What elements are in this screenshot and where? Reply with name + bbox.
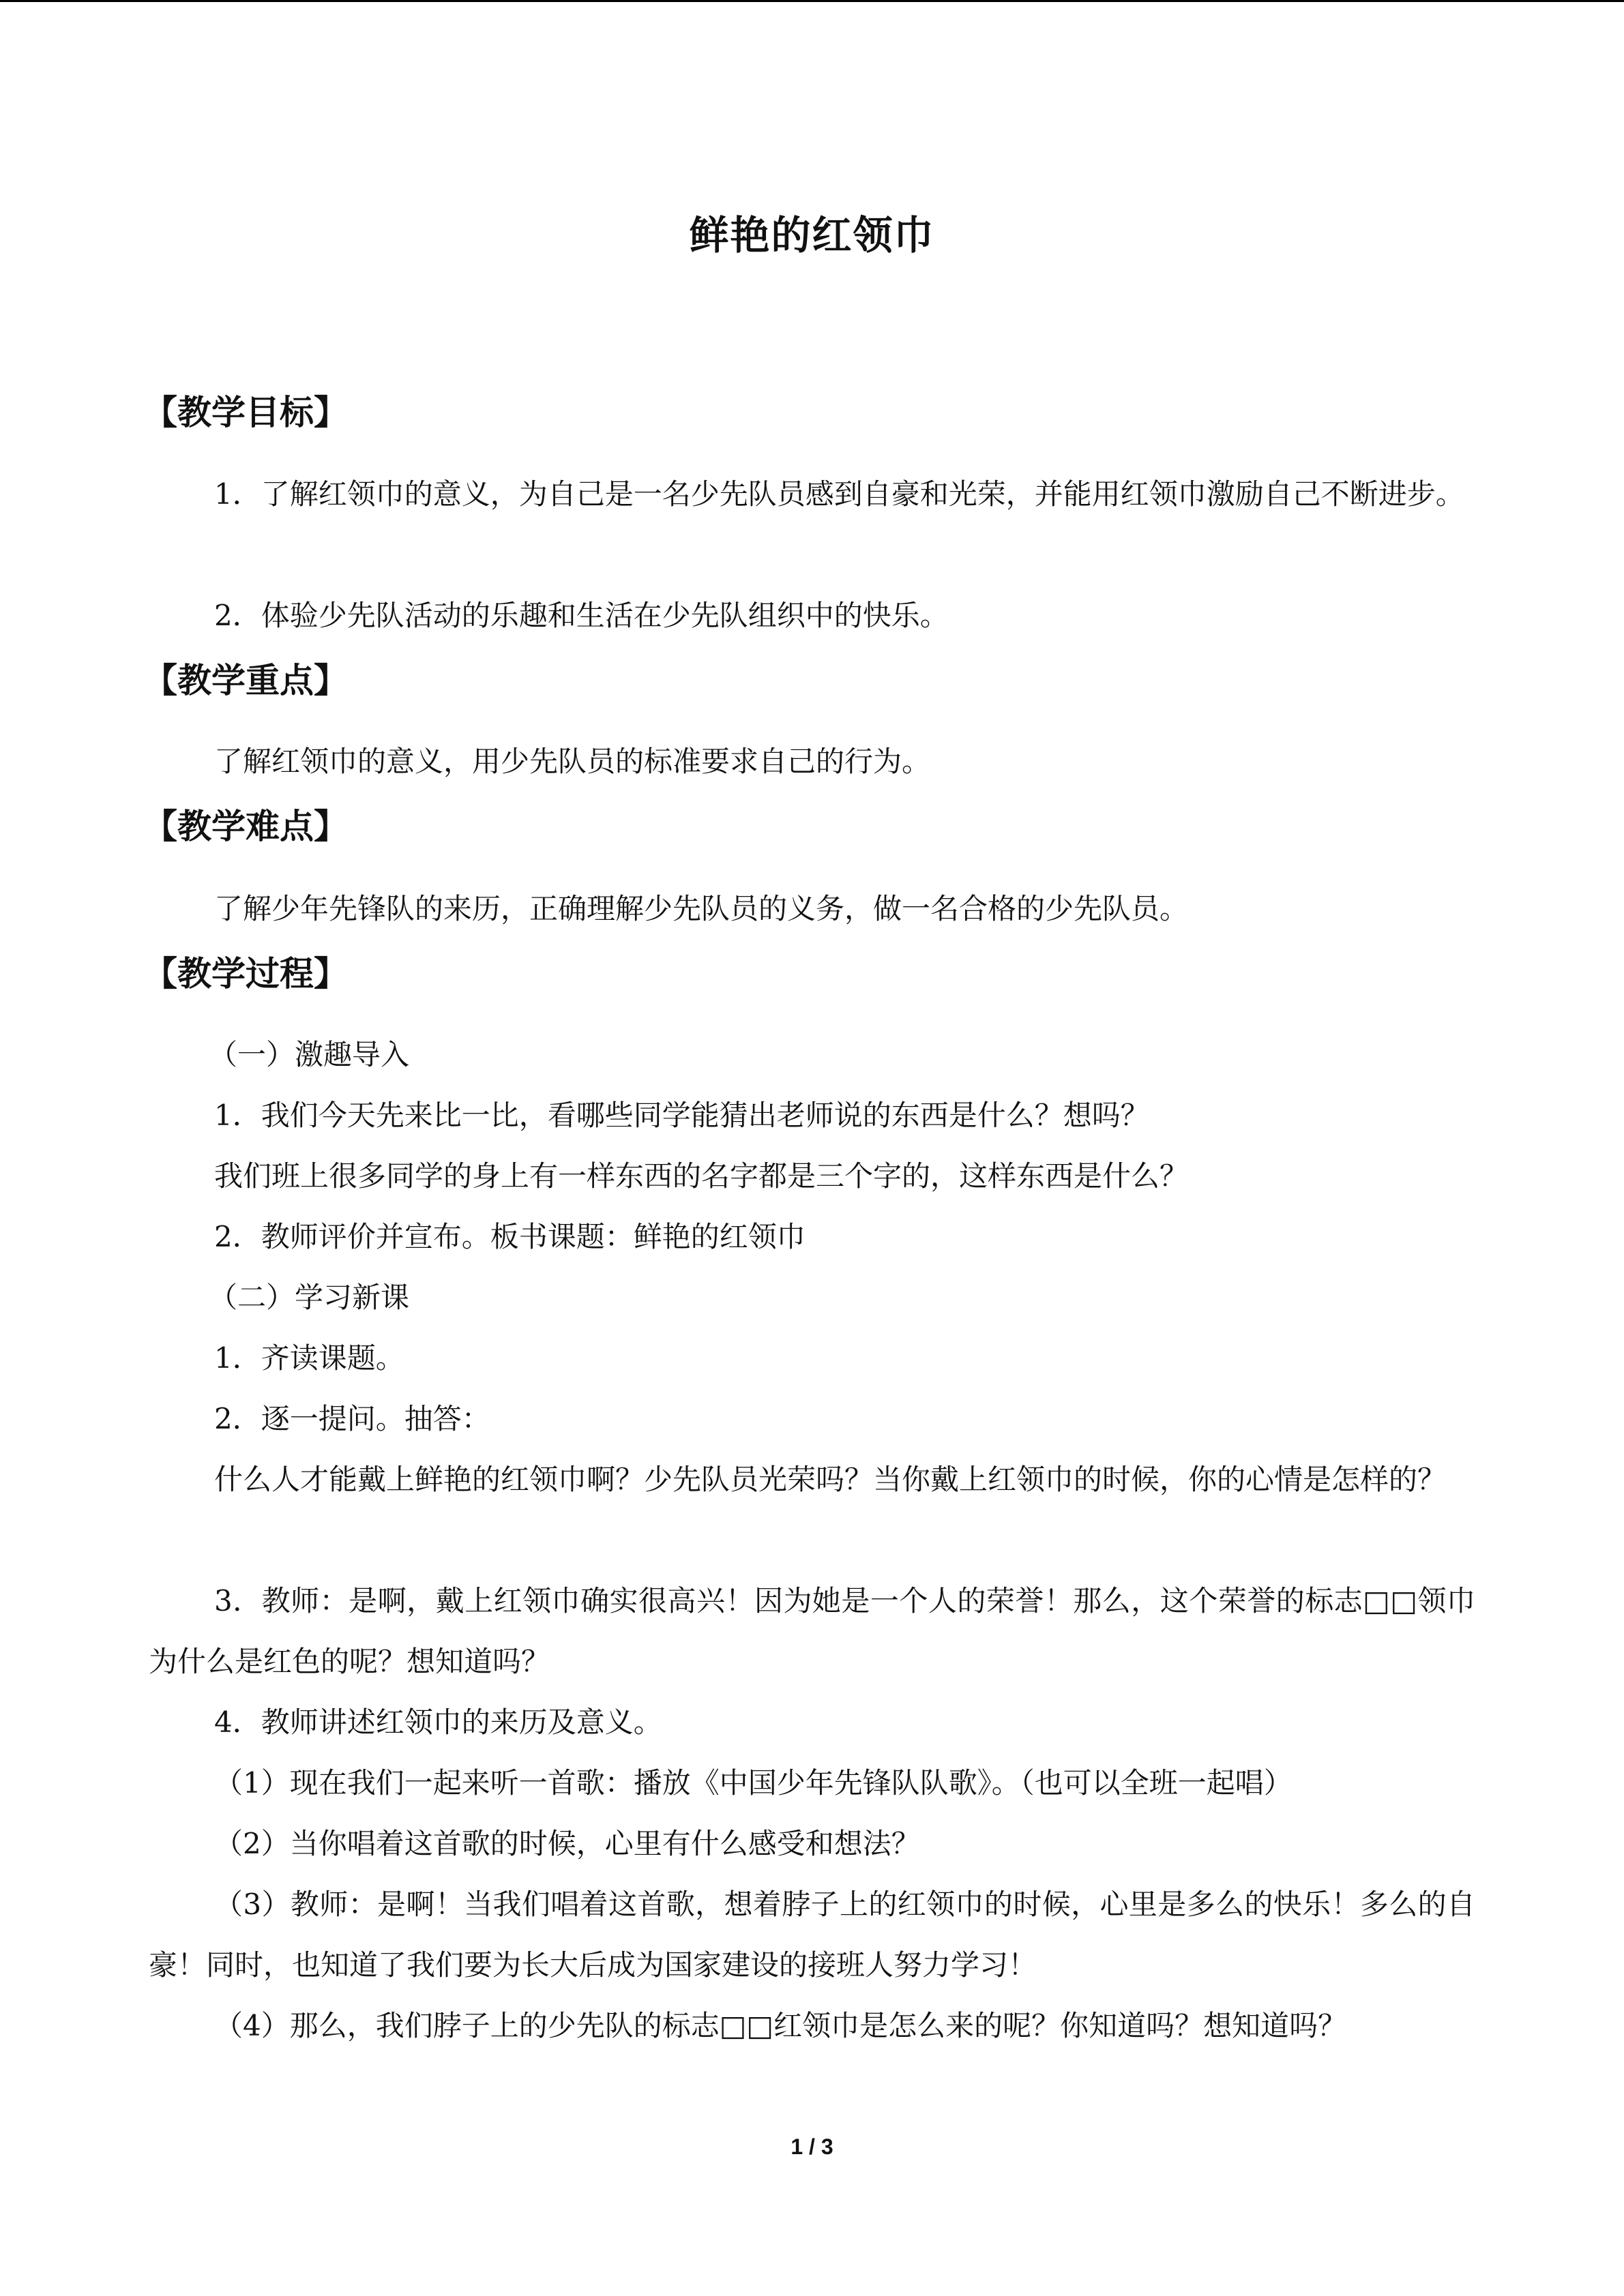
process-line: 2．教师评价并宣布。板书课题：鲜艳的红领巾: [214, 1220, 806, 1253]
section-heading-key-points: 【教学重点】: [143, 661, 348, 700]
difficulties-text: 了解少年先锋队的来历，正确理解少先队员的义务，做一名合格的少先队员。: [214, 892, 1189, 925]
process-line: 什么人才能戴上鲜艳的红领巾啊？少先队员光荣吗？当你戴上红领巾的时候，你的心情是怎样的？: [214, 1463, 1447, 1496]
process-part-1-heading: （一）激趣导入: [209, 1038, 410, 1071]
document-title: 鲜艳的红领巾: [689, 212, 935, 258]
process-line: 1．齐读课题。: [214, 1341, 404, 1375]
page-number: 1 / 3: [791, 2134, 833, 2159]
section-heading-difficulties: 【教学难点】: [143, 807, 348, 846]
process-part-2-heading: （二）学习新课: [209, 1281, 410, 1314]
section-heading-teaching-goals: 【教学目标】: [143, 393, 348, 432]
key-points-text: 了解红领巾的意义，用少先队员的标准要求自己的行为。: [214, 745, 931, 778]
process-line: 我们班上很多同学的身上有一样东西的名字都是三个字的，这样东西是什么？: [214, 1159, 1189, 1193]
section-heading-teaching-process: 【教学过程】: [143, 954, 348, 994]
goal-item-1: 1．了解红领巾的意义，为自己是一名少先队员感到自豪和光荣，并能用红领巾激励自己不断进步。: [214, 477, 1464, 511]
process-line: （3）教师：是啊！当我们唱着这首歌，想着脖子上的红领巾的时候，心里是多么的快乐！多么的自豪！同时，也知道了我们要为长大后成为国家建设的接班人努力学习！: [149, 1888, 1475, 1982]
process-line: （2）当你唱着这首歌的时候，心里有什么感受和想法？: [214, 1827, 920, 1860]
goal-item-2: 2．体验少先队活动的乐趣和生活在少先队组织中的快乐。: [214, 599, 949, 632]
process-line: 3．教师：是啊，戴上红领巾确实很高兴！因为她是一个人的荣誉！那么，这个荣誉的标志□□领巾为什么是红色的呢？想知道吗？: [149, 1584, 1475, 1678]
process-line: （4）那么，我们脖子上的少先队的标志□□红领巾是怎么来的呢？你知道吗？想知道吗？: [214, 2009, 1347, 2042]
process-line: 2．逐一提问。抽答：: [214, 1402, 490, 1435]
process-line: 4．教师讲述红领巾的来历及意义。: [214, 1705, 662, 1739]
process-line: 1．我们今天先来比一比，看哪些同学能猜出老师说的东西是什么？想吗？: [214, 1099, 1149, 1132]
process-line: （1）现在我们一起来听一首歌：播放《中国少年先锋队队歌》。（也可以全班一起唱）: [214, 1766, 1293, 1800]
top-border-line: [0, 0, 1624, 2]
